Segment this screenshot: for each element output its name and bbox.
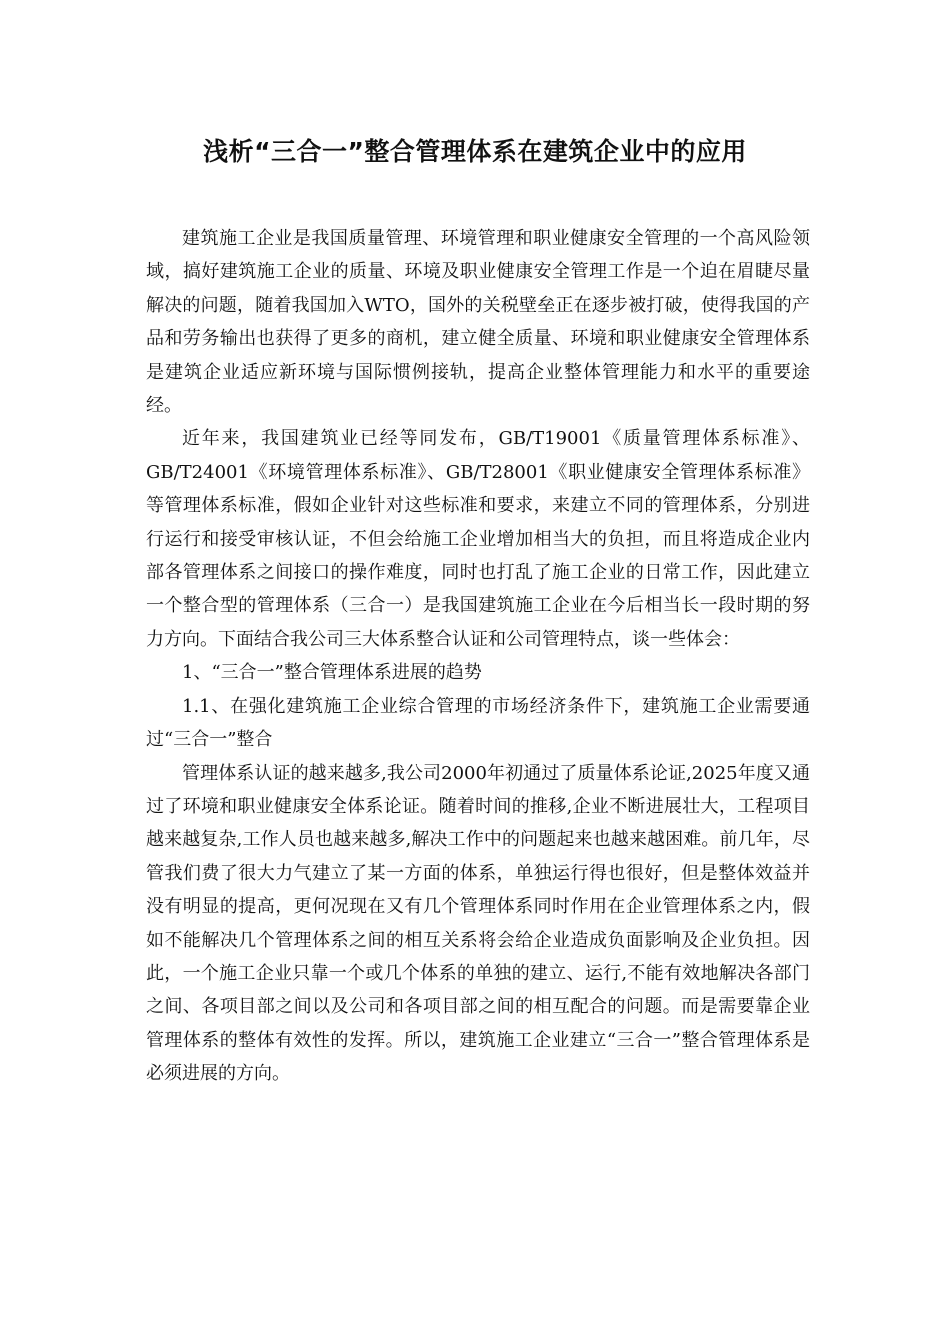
intro-paragraph: 建筑施工企业是我国质量管理、环境管理和职业健康安全管理的一个高风险领域，搞好建筑施工企业的质量、环境及职业健康安全管理工作是一个迫在眉睫尽量解决的问题，随着我国加入WTO，国外的关税壁垒正在逐步被打破，使得我国的产品和劳务输出也获得了更多的商机，建立健全质量、环境和职业健康安全管理体系是建筑企业适应新环境与国际惯例接轨，提高企业整体管理能力和水平的重要途经。: [146, 228, 810, 417]
document-title: 浅析“三合一”整合管理体系在建筑企业中的应用: [203, 137, 747, 166]
section-1-1-paragraph: 管理体系认证的越来越多,我公司2000年初通过了质量体系论证,2025年度又通过了环境和职业健康安全体系论证。随着时间的推移,企业不断进展壮大，工程项目越来越复杂,工作人员也越来越多,解决工作中的问题起来也越来越困难。前几年，尽管我们费了很大力气建立了某一方面的体系，单独运行得也很好，但是整体效益并没有明显的提高，更何况现在又有几个管理体系同时作用在企业管理体系之内，假如不能解决几个管理体系之间的相互关系将会给企业造成负面影响及企业负担。因此，一个施工企业只靠一个或几个体系的单独的建立、运行,不能有效地解决各部门之间、各项目部之间以及公司和各项目部之间的相互配合的问题。而是需要靠企业管理体系的整体有效性的发挥。所以，建筑施工企业建立“三合一”整合管理体系是必须进展的方向。: [146, 762, 810, 1085]
standards-paragraph: 近年来，我国建筑业已经等同发布，GB/T19001《质量管理体系标准》、GB/T24001《环境管理体系标准》、GB/T28001《职业健康安全管理体系标准》等管理体系标准，假如企业针对这些标准和要求，来建立不同的管理体系，分别进行运行和接受审核认证，不但会给施工企业增加相当大的负担，而且将造成企业内部各管理体系之间接口的操作难度，同时也打乱了施工企业的日常工作，因此建立一个整合型的管理体系（三合一）是我国建筑施工企业在今后相当长一段时期的努力方向。下面结合我公司三大体系整合认证和公司管理特点，谈一些体会：: [146, 428, 810, 650]
document-body: [146, 222, 810, 1091]
section-1-heading: 1、“三合一”整合管理体系进展的趋势: [182, 662, 482, 684]
section-1-1-heading: 1.1、在强化建筑施工企业综合管理的市场经济条件下，建筑施工企业需要通过“三合一”整合: [146, 695, 810, 751]
